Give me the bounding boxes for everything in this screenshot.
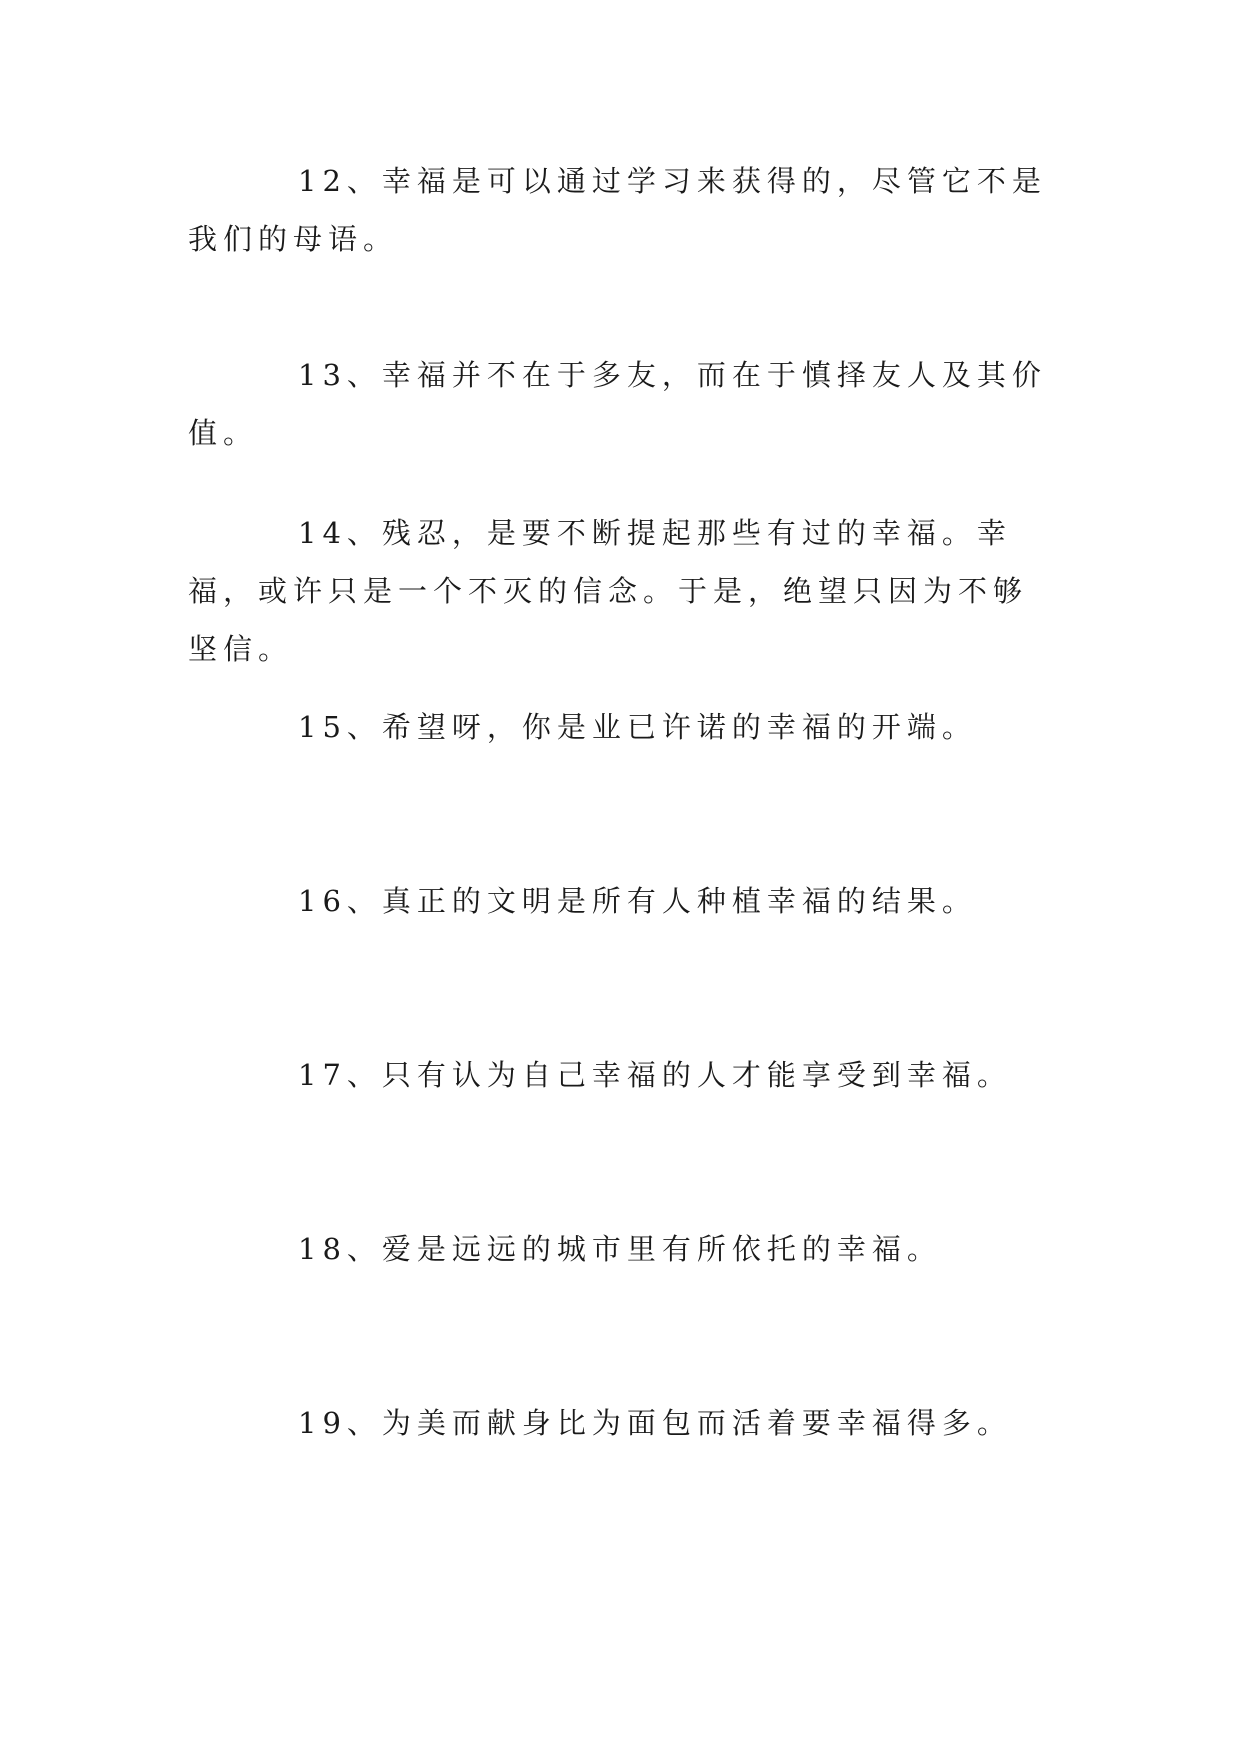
paragraph-12: 12、幸福是可以通过学习来获得的，尽管它不是我们的母语。 [188,164,1047,256]
paragraph-18: 18、爱是远远的城市里有所依托的幸福。 [298,1232,942,1266]
paragraph-15: 15、希望呀，你是业已许诺的幸福的开端。 [298,710,977,744]
paragraph-14: 14、残忍，是要不断提起那些有过的幸福。幸福，或许只是一个不灭的信念。于是，绝望只因为不够坚信。 [188,516,1029,666]
paragraph-19: 19、为美而献身比为面包而活着要幸福得多。 [298,1406,1012,1440]
paragraph-16: 16、真正的文明是所有人种植幸福的结果。 [298,884,977,918]
paragraph-17: 17、只有认为自己幸福的人才能享受到幸福。 [298,1058,1012,1092]
paragraph-13: 13、幸福并不在于多友，而在于慎择友人及其价值。 [188,358,1047,450]
